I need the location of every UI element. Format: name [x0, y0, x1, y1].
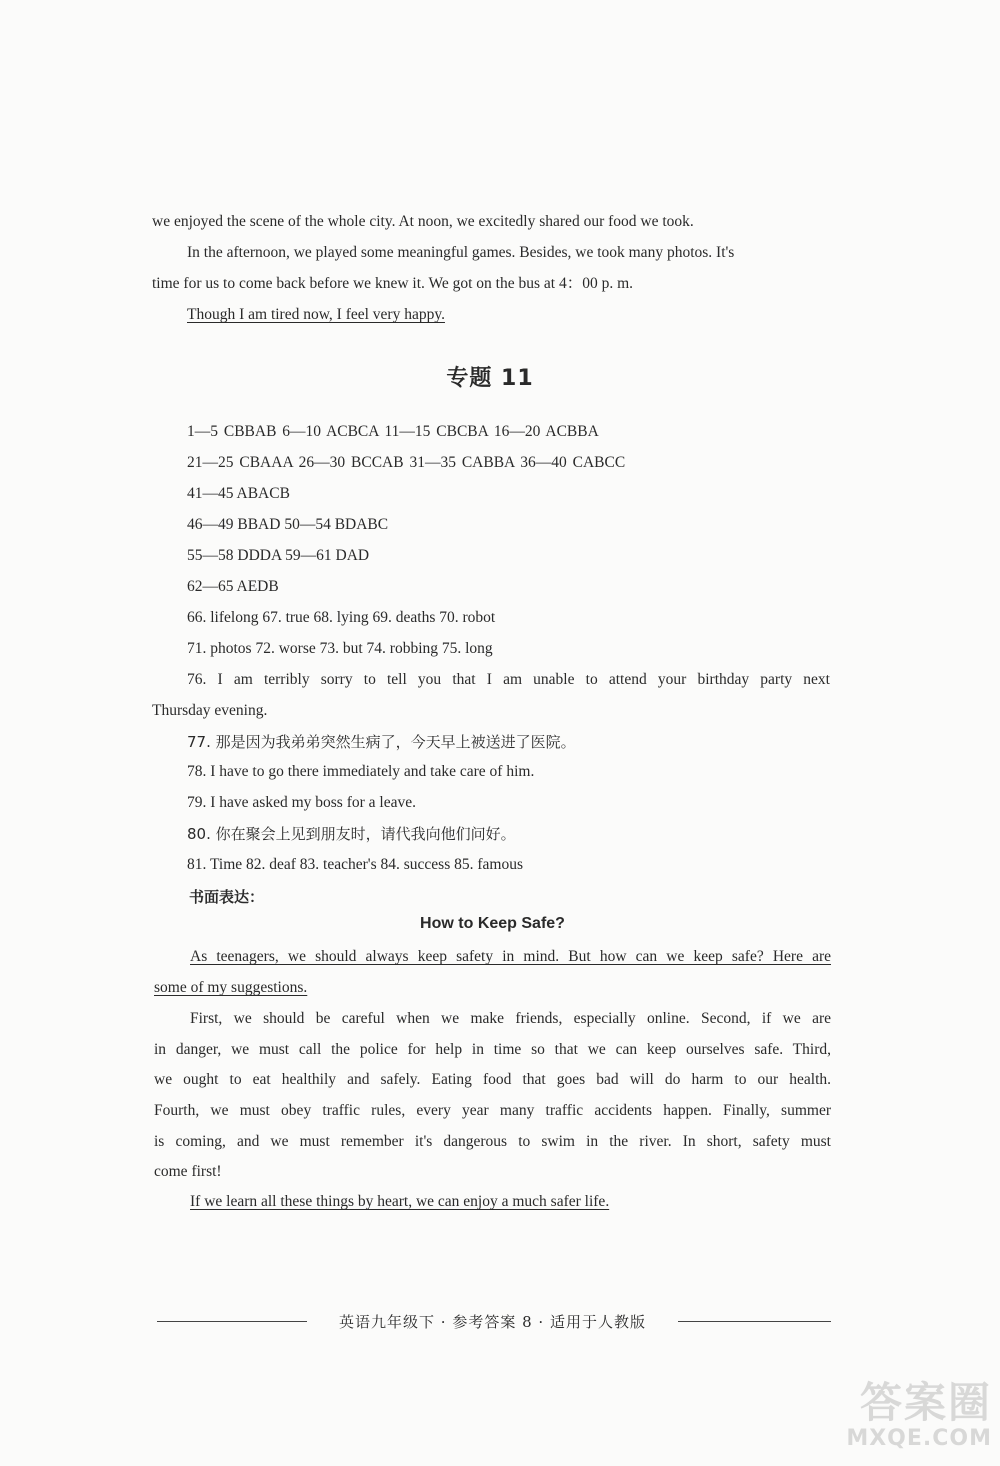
- answer-line: 66. lifelong 67. true 68. lying 69. deaths 70. robot: [187, 609, 496, 626]
- watermark-logo: [814, 1370, 992, 1462]
- section-title: 专题 11: [446, 366, 534, 391]
- intro-line-3: time for us to come back before we knew it. We got on the bus at 4：00 p. m.: [152, 275, 634, 292]
- footer-text: 英语九年级下 · 参考答案 8 · 适用于人教版: [339, 1313, 646, 1331]
- answer-76-line-2: Thursday evening.: [152, 702, 268, 719]
- answer-line: 41—45 ABACB: [187, 485, 290, 502]
- answer-line: 21—25 CBAAA 26—30 BCCAB 31—35 CABBA 36—40 CABCC: [187, 454, 626, 471]
- answer-79: 79. I have asked my boss for a leave.: [187, 794, 416, 811]
- intro-line-2: In the afternoon, we played some meaningful games. Besides, we took many photos. It's: [187, 244, 735, 261]
- answer-76-line-1: 76. I am terribly sorry to tell you that I am unable to attend your birthday party next: [187, 671, 830, 688]
- watermark-title: 答案圈: [859, 1378, 992, 1427]
- essay-p2-last-line: come first!: [154, 1163, 222, 1180]
- essay-title: How to Keep Safe?: [420, 915, 565, 932]
- essay-p2-line-3: we ought to eat healthily and safely. Eating food that goes bad will do harm to our health.: [154, 1071, 831, 1088]
- answer-line: 46—49 BBAD 50—54 BDABC: [187, 516, 389, 533]
- answer-78: 78. I have to go there immediately and take care of him.: [187, 763, 535, 780]
- answer-81-85: 81. Time 82. deaf 83. teacher's 84. success 85. famous: [187, 856, 523, 873]
- essay-p2-line-4: Fourth, we must obey traffic rules, every year many traffic accidents happen. Finally, summer: [154, 1102, 831, 1119]
- writing-label: 书面表达：: [189, 888, 265, 906]
- answer-line: 55—58 DDDA 59—61 DAD: [187, 547, 370, 564]
- essay-p2-line-1: First, we should be careful when we make friends, especially online. Second, if we are: [190, 1010, 831, 1027]
- essay-p1-line-2: some of my suggestions.: [154, 979, 308, 996]
- watermark-domain: MXQE.COM: [846, 1426, 992, 1451]
- essay-conclusion: If we learn all these things by heart, we can enjoy a much safer life.: [190, 1193, 610, 1210]
- answer-line: 1—5 CBBAB 6—10 ACBCA 11—15 CBCBA 16—20 ACBBA: [187, 423, 599, 440]
- intro-line-1: we enjoyed the scene of the whole city. At noon, we excitedly shared our food we took.: [152, 213, 694, 230]
- answer-line: 62—65 AEDB: [187, 578, 279, 595]
- footer-rule-right: [678, 1321, 831, 1322]
- answer-77: 77. 那是因为我弟弟突然生病了，今天早上被送进了医院。: [187, 733, 576, 751]
- intro-closing-line: Though I am tired now, I feel very happy.: [187, 306, 445, 323]
- essay-p2-line-2: in danger, we must call the police for help in time so that we can keep ourselves safe. Third,: [154, 1041, 831, 1058]
- essay-p2-line-5: is coming, and we must remember it's dangerous to swim in the river. In short, safety must: [154, 1133, 831, 1150]
- answer-line: 71. photos 72. worse 73. but 74. robbing 75. long: [187, 640, 493, 657]
- answer-80: 80. 你在聚会上见到朋友时，请代我向他们问好。: [187, 825, 516, 843]
- essay-p1-line-1: As teenagers, we should always keep safety in mind. But how can we keep safe? Here are: [190, 948, 831, 965]
